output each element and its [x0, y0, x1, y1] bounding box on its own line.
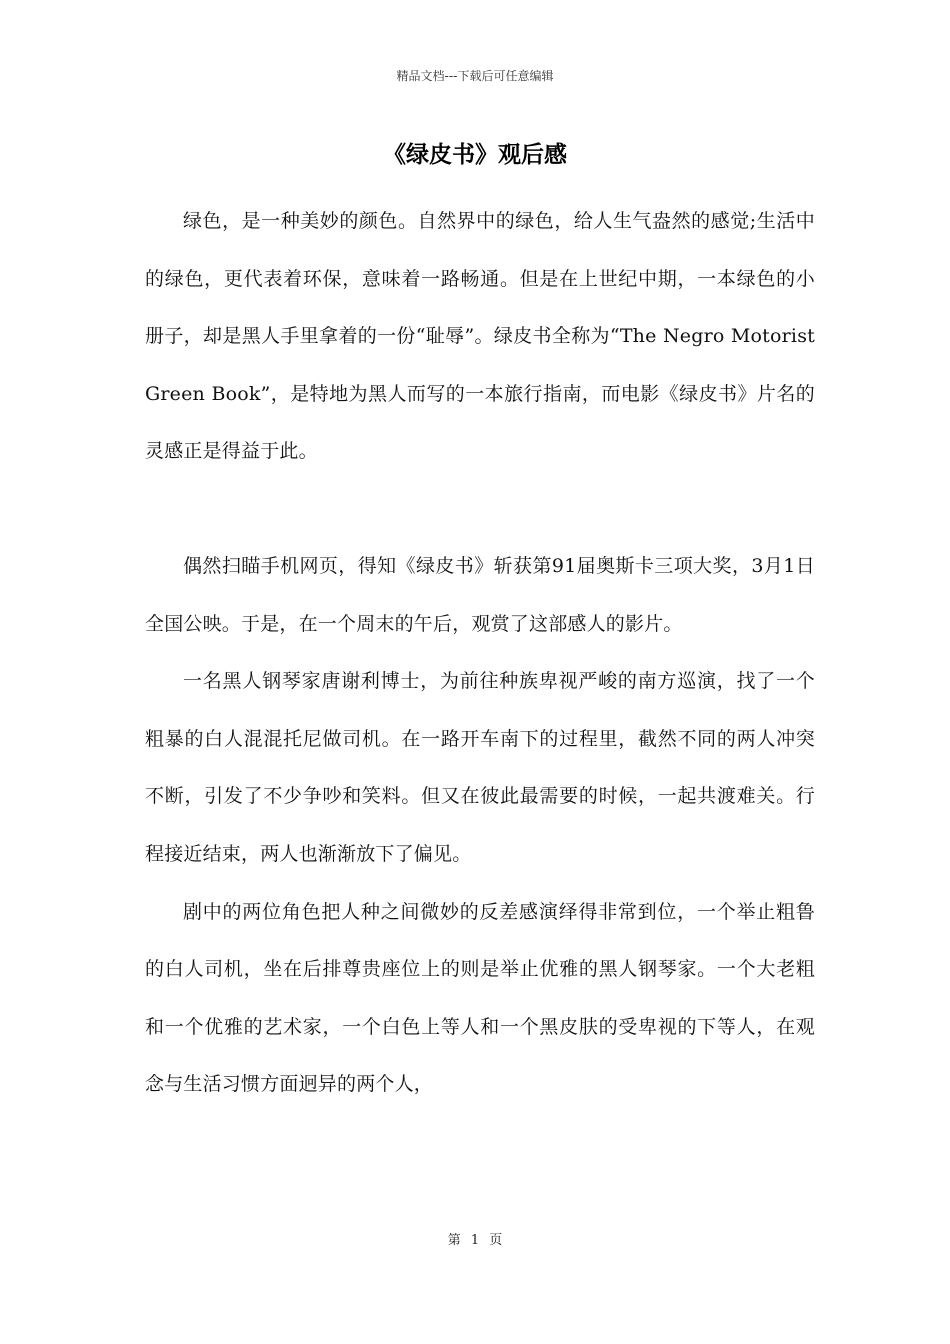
paragraph-gap — [145, 481, 815, 538]
footer-prefix: 第 — [447, 1233, 461, 1248]
header-note: 精品文档---下载后可任意编辑 — [396, 69, 554, 83]
document-title: 《绿皮书》观后感 — [383, 141, 567, 168]
footer-suffix: 页 — [489, 1233, 503, 1248]
paragraph-discovery: 偶然扫瞄手机网页，得知《绿皮书》斩获第91届奥斯卡三项大奖，3月1日全国公映。于是，在一个周末的午后，观赏了这部感人的影片。 — [145, 554, 815, 635]
paragraph-characters: 剧中的两位角色把人种之间微妙的反差感演绎得非常到位，一个举止粗鲁的白人司机，坐在后排尊贵座位上的则是举止优雅的黑人钢琴家。一个大老粗和一个优雅的艺术家，一个白色上等人和一个黑皮肤的受卑视的下等人，在观念与生活习惯方面迥异的两个人， — [145, 900, 815, 1096]
paragraph-plot: 一名黑人钢琴家唐谢利博士，为前往种族卑视严峻的南方巡演，找了一个粗暴的白人混混托尼做司机。在一路开车南下的过程里，截然不同的两人冲突不断，引发了不少争吵和笑料。但又在彼此最需要的时候，一起共渡难关。行程接近结束，两人也渐渐放下了偏见。 — [145, 670, 815, 865]
page-footer — [0, 1229, 950, 1248]
document-body — [145, 193, 815, 1114]
paragraph-intro: 绿色，是一种美妙的颜色。自然界中的绿色，给人生气盎然的感觉;生活中的绿色，更代表着环保，意味着一路畅通。但是在上世纪中期，一本绿色的小册子，却是黑人手里拿着的一份“耻辱”。绿皮书全称为“The Negro Motorist Green Book”，是特地为黑人而写的一本旅行指南，而电影《绿皮书》片名的灵感正是得益于此。 — [145, 210, 815, 463]
page-number: 1 — [470, 1233, 480, 1248]
